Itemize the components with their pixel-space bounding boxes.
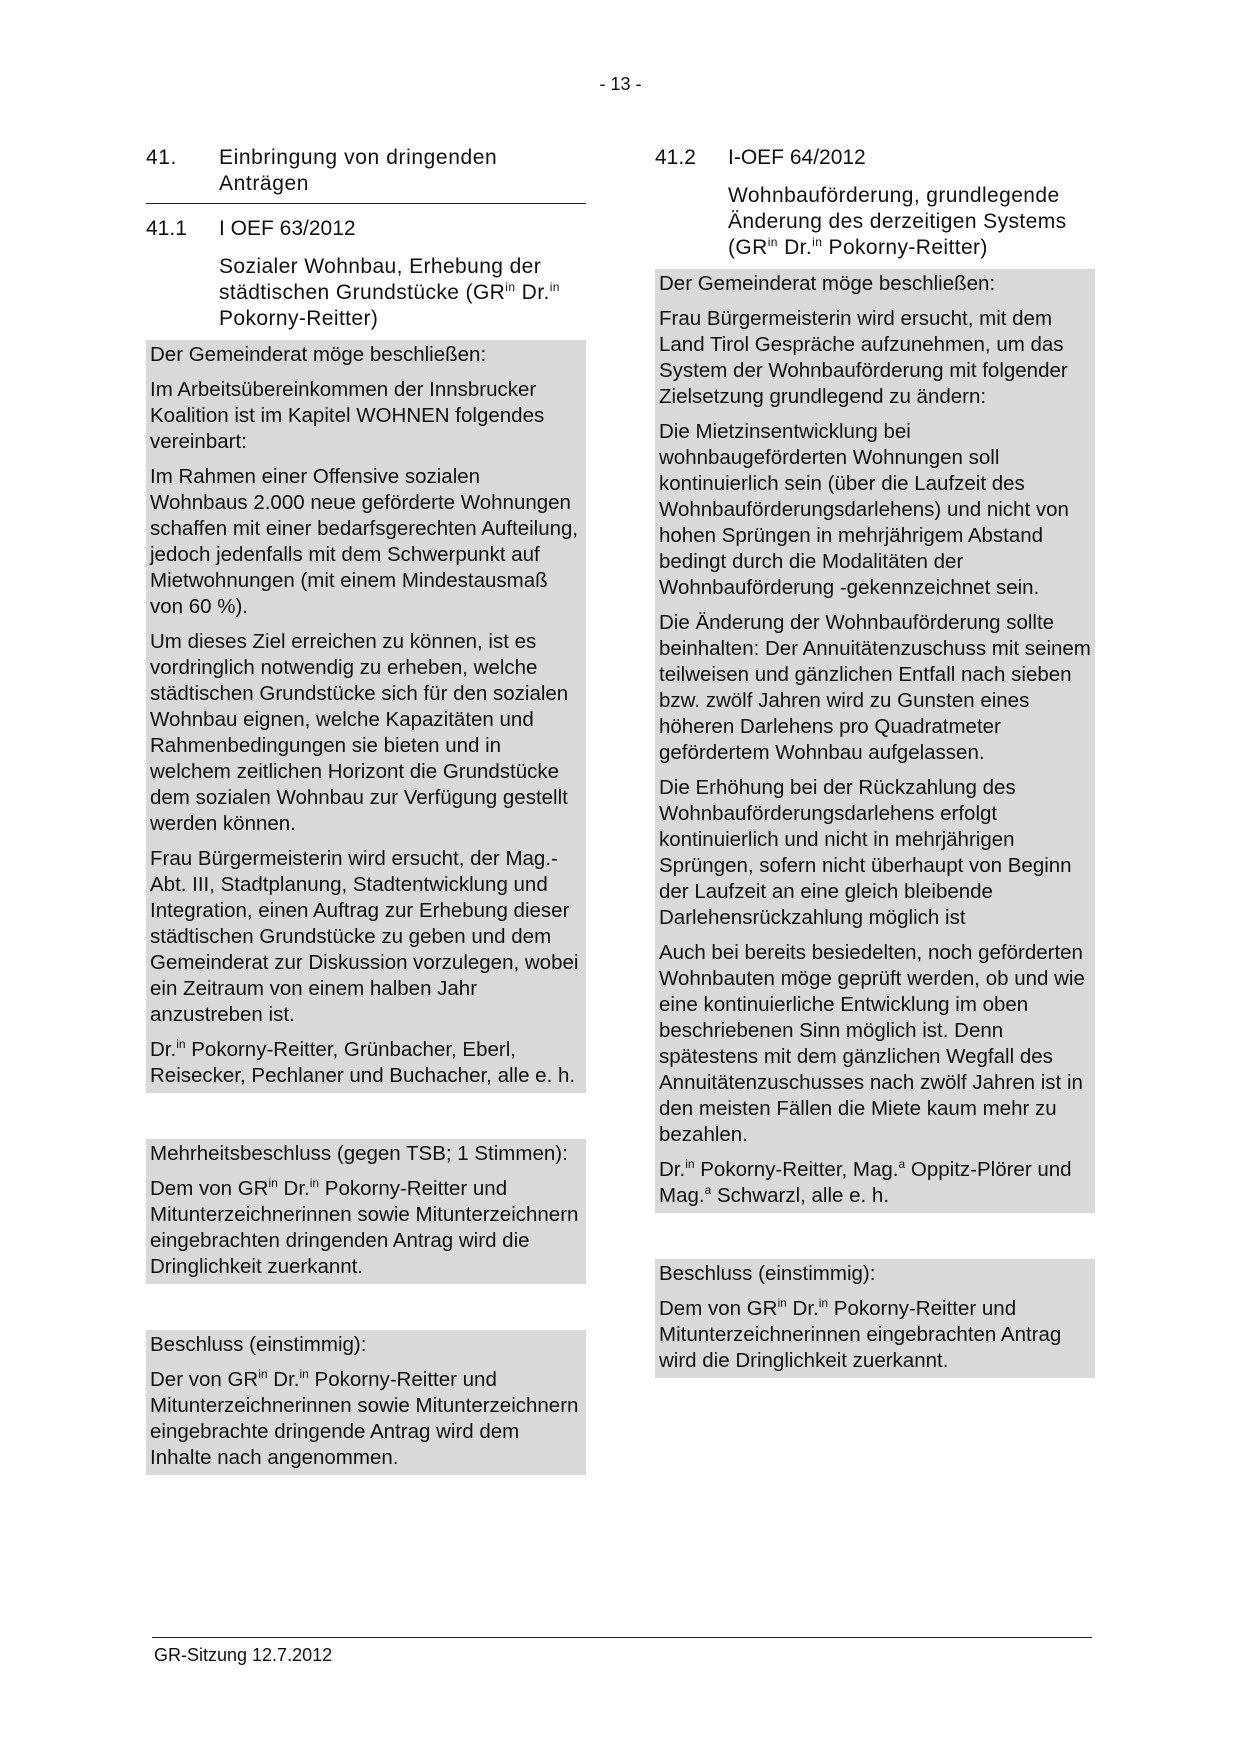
item-id: I OEF 63/2012 (219, 217, 356, 240)
motion-paragraph: Um dieses Ziel erreichen zu können, ist es vordringlich notwendig zu erheben, welche städtischen Grundstücke sich für den sozialen Wohnbau eignen, welche Kapazitäten und Rahmenbedingungen sie bieten und in welchem zeitlichen Horizont die Grundstücke dem sozialen Wohnbau zur Verfügung gestellt werden können. (150, 630, 569, 835)
decision-text-part: Dem von GR (659, 1297, 778, 1320)
decision-text-part: Dem von GR (150, 1177, 269, 1200)
item-title-text: Wohnbauförderung, grundlegende Änderung des derzeitigen Systems (GR (728, 184, 1067, 259)
decision-text-part: Pokorny-Reitter und Mitunterzeichnerinnen sowie Mitunterzeichnern eingebrachten dringenden Antrag wird die Dringlichkeit zuerkannt. (150, 1177, 579, 1278)
superscript: in (309, 1176, 320, 1190)
decision-text-part: Dr. (273, 1368, 300, 1391)
right-column (655, 145, 1095, 1378)
signature-text: Schwarzl, alle e. h. (716, 1184, 890, 1207)
superscript: in (176, 1037, 186, 1051)
motion-paragraph: Die Mietzinsentwicklung bei wohnbaugeförderten Wohnungen soll kontinuierlich sein (über die Laufzeit des Wohnbauförderungsdarlehens) und nicht von hohen Sprüngen in mehrjährigem Abstand bedingt durch die Modalitäten der Wohnbauförderung -gekennzeichnet sein. (659, 420, 1069, 599)
decision-box (146, 1139, 586, 1284)
superscript: in (258, 1367, 268, 1381)
section-heading (146, 145, 586, 197)
superscript: a (898, 1157, 906, 1171)
item-number: 41.2 (655, 146, 696, 169)
section-title: Einbringung von dringenden Anträgen (219, 146, 498, 195)
decision-text-part: Pokorny-Reitter und Mitunterzeichnerinnen sowie Mitunterzeichnern eingebrachte dringende Antrag wird dem Inhalte nach angenommen. (150, 1368, 579, 1469)
superscript: in (767, 235, 778, 249)
item-number: 41.1 (146, 217, 187, 240)
page-number: - 13 - (599, 74, 642, 94)
item-id: I-OEF 64/2012 (728, 146, 866, 169)
superscript: in (299, 1367, 309, 1381)
motion-paragraph: Im Rahmen einer Offensive sozialen Wohnbaus 2.000 neue geförderte Wohnungen schaffen mit einer bedarfsgerechten Aufteilung, jedoch jedenfalls mit dem Schwerpunkt auf Mietwohnungen (mit einem Mindestausmaß von 60 %). (150, 465, 579, 618)
decision-text-part: Der von GR (150, 1368, 259, 1391)
motion-paragraph: Der Gemeinderat möge beschließen: (659, 272, 996, 295)
superscript: in (818, 1296, 829, 1310)
decision-text-part: Dr. (283, 1177, 310, 1200)
item-title-text: Dr. (521, 281, 550, 304)
footer-text: GR-Sitzung 12.7.2012 (154, 1645, 333, 1665)
item-title-text: Sozialer Wohnbau, Erhebung der städtischen Grundstücke (GR (219, 255, 542, 304)
item-heading-41-1 (146, 216, 586, 242)
superscript: in (777, 1296, 787, 1310)
motion-paragraph: Frau Bürgermeisterin wird ersucht, mit dem Land Tirol Gespräche aufzunehmen, um das System der Wohnbauförderung mit folgender Zielsetzung grundlegend zu ändern: (659, 307, 1068, 408)
signature-text: Pokorny-Reitter, Mag. (700, 1158, 899, 1181)
decision-box (146, 1330, 586, 1475)
motion-signatures (659, 1157, 1091, 1209)
heading-divider (146, 203, 586, 204)
item-title (219, 254, 586, 332)
motion-box (655, 269, 1095, 1213)
decision-text (659, 1296, 1091, 1374)
decision-text-part: Dr. (792, 1297, 819, 1320)
superscript: in (505, 280, 516, 294)
decision-title: Beschluss (einstimmig): (150, 1333, 367, 1356)
decision-title: Mehrheitsbeschluss (gegen TSB; 1 Stimmen): (150, 1142, 568, 1165)
superscript: a (704, 1183, 712, 1197)
signature-text: Oppitz-Plörer und Mag. (659, 1158, 1072, 1207)
decision-text-part: Pokorny-Reitter und Mitunterzeichnerinnen eingebrachten Antrag wird die Dringlichkeit zuerkannt. (659, 1297, 1062, 1372)
footer-divider (152, 1637, 1092, 1638)
signature-text: Dr. (150, 1038, 177, 1061)
superscript: in (685, 1157, 695, 1171)
superscript: in (549, 280, 560, 294)
signature-text: Dr. (659, 1158, 686, 1181)
motion-paragraph: Der Gemeinderat möge beschließen: (150, 343, 487, 366)
item-heading-41-2 (655, 145, 1095, 171)
decision-box (655, 1259, 1095, 1378)
motion-signatures (150, 1037, 582, 1089)
motion-paragraph: Frau Bürgermeisterin wird ersucht, der Mag.-Abt. III, Stadtplanung, Stadtentwicklung und Integration, einen Auftrag zur Erhebung dieser städtischen Grundstücke zu geben und dem Gemeinderat zur Diskussion vorzulegen, wobei ein Zeitraum von einem halben Jahr anzustreben ist. (150, 847, 579, 1026)
motion-paragraph: Auch bei bereits besiedelten, noch geförderten Wohnbauten möge geprüft werden, ob und wie eine kontinuierliche Entwicklung im oben beschriebenen Sinn möglich ist. Denn spätestens mit dem gänzlichen Wegfall des Annuitätenzuschusses nach zwölf Jahren ist in den meisten Fällen die Miete kaum mehr zu bezahlen. (659, 941, 1085, 1146)
decision-text (150, 1176, 582, 1280)
left-column (146, 145, 586, 1475)
motion-paragraph: Im Arbeitsübereinkommen der Innsbrucker Koalition ist im Kapitel WOHNEN folgendes vereinbart: (150, 378, 545, 453)
motion-paragraph: Die Änderung der Wohnbauförderung sollte beinhalten: Der Annuitätenzuschuss mit seinem teilweisen und gänzlichen Entfall nach sieben bzw. zwölf Jahren wird zu Gunsten eines höheren Darlehens pro Quadratmeter gefördertem Wohnbau aufgelassen. (659, 611, 1091, 764)
item-title-text: Pokorny-Reitter) (828, 236, 988, 259)
decision-title: Beschluss (einstimmig): (659, 1262, 876, 1285)
superscript: in (812, 235, 823, 249)
item-title (728, 183, 1095, 261)
superscript: in (268, 1176, 278, 1190)
motion-box (146, 340, 586, 1093)
item-title-text: Pokorny-Reitter) (219, 307, 379, 330)
motion-paragraph: Die Erhöhung bei der Rückzahlung des Wohnbauförderungsdarlehens erfolgt kontinuierlich und nicht in mehrjährigen Sprüngen, sofern nicht überhaupt von Beginn der Laufzeit an eine gleich bleibende Darlehensrückzahlung möglich ist (659, 776, 1072, 929)
decision-text (150, 1367, 582, 1471)
signature-text: Pokorny-Reitter, Grünbacher, Eberl, Reisecker, Pechlaner und Buchacher, alle e. h. (150, 1038, 576, 1087)
item-title-text: Dr. (784, 236, 813, 259)
section-number: 41. (146, 146, 177, 169)
